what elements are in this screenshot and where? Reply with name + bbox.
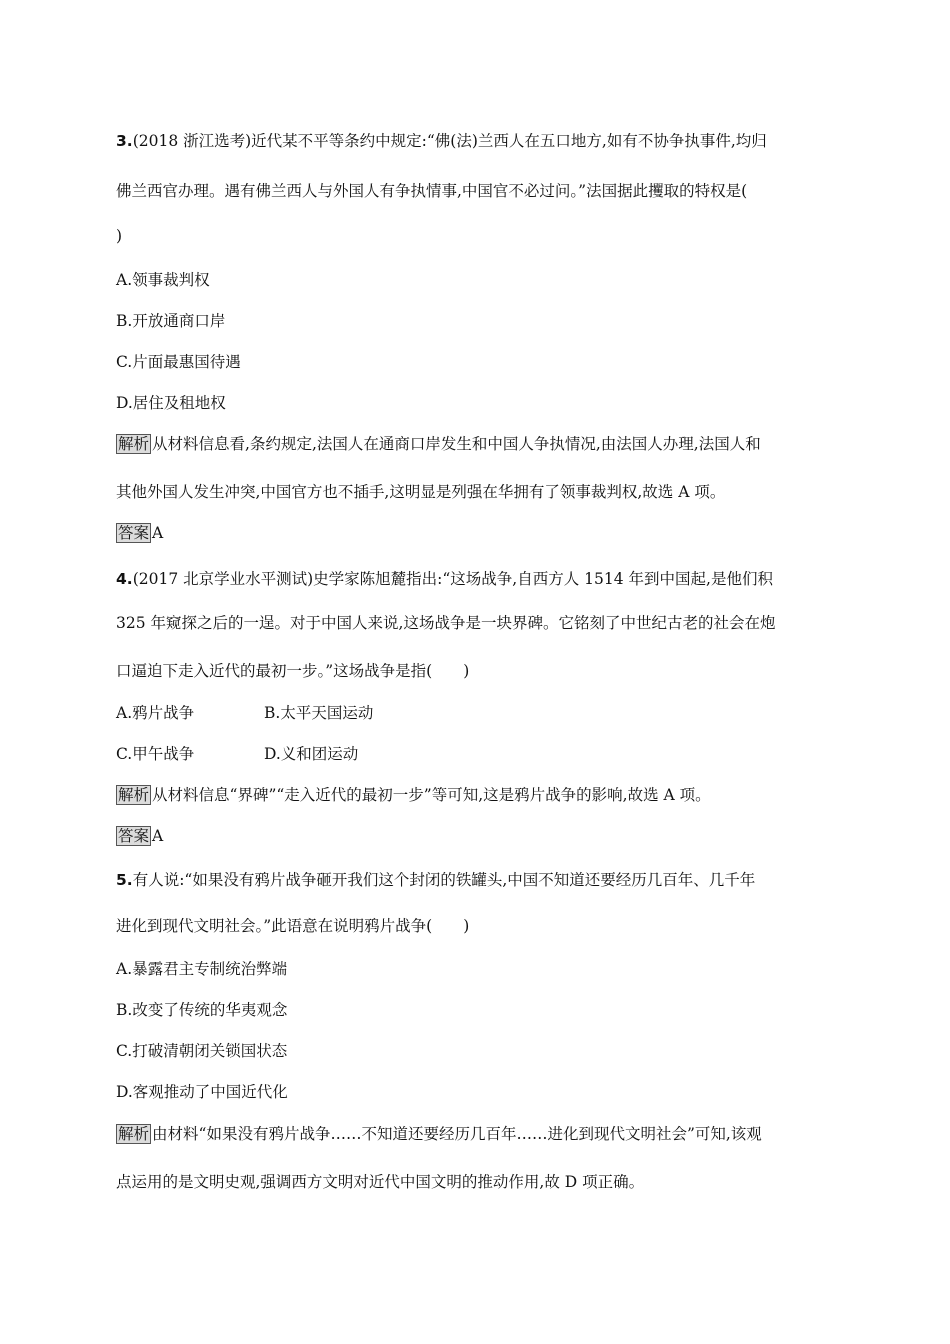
question-3-answer	[116, 523, 840, 543]
question-4-answer	[116, 826, 840, 846]
question-4-options-row-2	[116, 744, 840, 764]
question-3-option-d: D.居住及租地权	[116, 394, 226, 412]
question-4-stem-line-3: 口逼迫下走入近代的最初一步。”这场战争是指( )	[116, 662, 470, 680]
option-d: D.义和团运动	[264, 745, 359, 763]
question-3-stem-line-1	[116, 131, 840, 151]
question-number: 4.	[116, 570, 133, 588]
question-3-analysis-line-2: 其他外国人发生冲突,中国官方也不插手,这明显是列强在华拥有了领事裁判权,故选 A 项。	[116, 483, 726, 501]
question-3-analysis-line-1	[116, 434, 840, 454]
stem-text: 有人说:“如果没有鸦片战争砸开我们这个封闭的铁罐头,中国不知道还要经历几百年、几千年	[132, 871, 756, 889]
question-5-analysis-line-2: 点运用的是文明史观,强调西方文明对近代中国文明的推动作用,故 D 项正确。	[116, 1173, 645, 1191]
analysis-tag: 解析	[118, 435, 150, 453]
stem-text: (2017 北京学业水平测试)史学家陈旭麓指出:“这场战争,自西方人 1514 年到中国起,是他们积	[132, 570, 773, 588]
answer-tag: 答案	[118, 827, 150, 845]
question-5-option-b: B.改变了传统的华夷观念	[116, 1001, 288, 1019]
question-4-analysis-line-1	[116, 785, 840, 805]
answer-tag: 答案	[118, 524, 150, 542]
analysis-text: 从材料信息“界碑”“走入近代的最初一步”等可知,这是鸦片战争的影响,故选 A 项。	[152, 786, 711, 804]
question-3-option-c: C.片面最惠国待遇	[116, 353, 241, 371]
question-5-analysis-line-1	[116, 1124, 840, 1144]
answer-value: A	[152, 827, 164, 845]
question-5-option-c: C.打破清朝闭关锁国状态	[116, 1042, 288, 1060]
question-5-stem-line-1	[116, 870, 840, 890]
option-c: C.甲午战争	[116, 745, 195, 763]
question-3-stem-line-3: )	[116, 227, 123, 245]
analysis-text: 由材料“如果没有鸦片战争……不知道还要经历几百年……进化到现代文明社会”可知,该观	[152, 1125, 762, 1143]
question-3-option-a: A.领事裁判权	[116, 271, 210, 289]
question-5-option-a: A.暴露君主专制统治弊端	[116, 960, 288, 978]
analysis-tag: 解析	[118, 1125, 150, 1143]
question-4-options-row-1	[116, 703, 840, 723]
question-number: 3.	[116, 132, 133, 150]
question-3-option-b: B.开放通商口岸	[116, 312, 226, 330]
question-4-stem-line-1	[116, 569, 840, 589]
analysis-tag: 解析	[118, 786, 150, 804]
stem-text: (2018 浙江选考)近代某不平等条约中规定:“佛(法)兰西人在五口地方,如有不协争执事件,均归	[132, 132, 767, 150]
question-number: 5.	[116, 871, 133, 889]
question-4-stem-line-2: 325 年窥探之后的一逞。对于中国人来说,这场战争是一块界碑。它铭刻了中世纪古老的社会在炮	[116, 614, 776, 632]
question-3-stem-line-2: 佛兰西官办理。遇有佛兰西人与外国人有争执情事,中国官不必过问。”法国据此攫取的特权是(	[116, 182, 748, 200]
analysis-text: 从材料信息看,条约规定,法国人在通商口岸发生和中国人争执情况,由法国人办理,法国人和	[152, 435, 761, 453]
option-a: A.鸦片战争	[116, 704, 195, 722]
question-5-stem-line-2: 进化到现代文明社会。”此语意在说明鸦片战争( )	[116, 917, 470, 935]
answer-value: A	[152, 524, 164, 542]
option-b: B.太平天国运动	[264, 704, 374, 722]
question-5-option-d: D.客观推动了中国近代化	[116, 1083, 288, 1101]
